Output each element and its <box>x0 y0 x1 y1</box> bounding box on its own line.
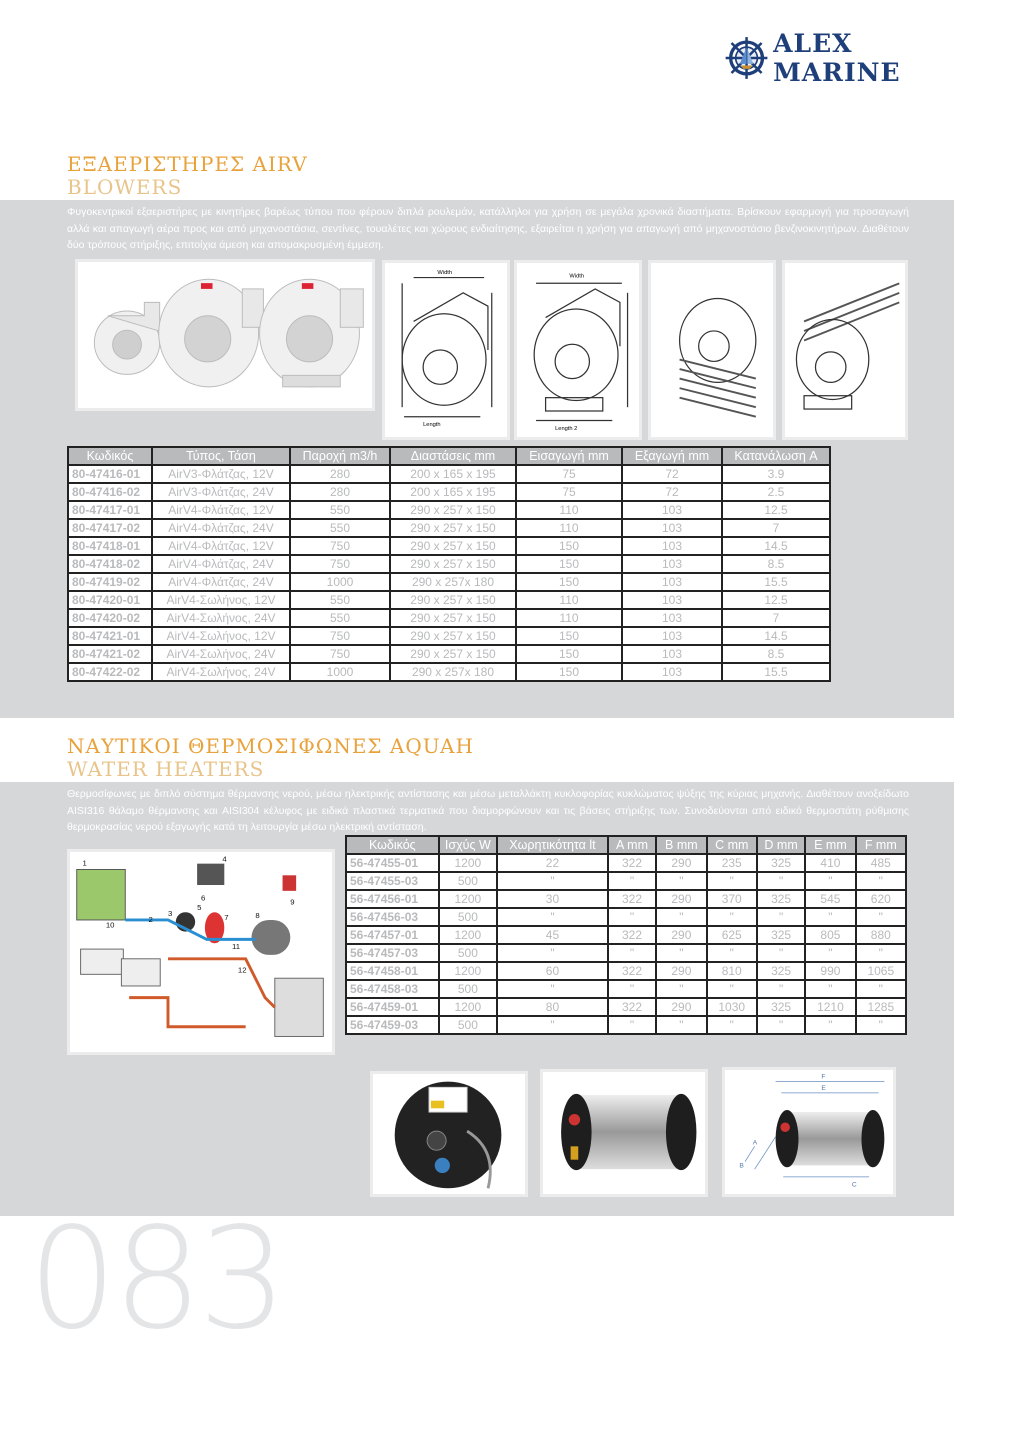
blower-diagram-hose-mount <box>782 260 908 440</box>
product-code: 56-47455-01 <box>346 854 439 872</box>
table-cell: 150 <box>516 573 622 591</box>
product-code: 80-47420-02 <box>68 609 152 627</box>
diagram-width-label-2: Width <box>569 273 584 280</box>
table-cell: 110 <box>516 591 622 609</box>
heater-dimensions-diagram <box>722 1067 896 1197</box>
blowers-header-cell: Κωδικός <box>68 447 152 465</box>
product-code: 80-47421-02 <box>68 645 152 663</box>
diagram-num-10: 10 <box>105 920 115 930</box>
diagram-num-8: 8 <box>255 911 260 921</box>
product-code: 56-47456-01 <box>346 890 439 908</box>
table-cell: 322 <box>608 998 656 1016</box>
table-cell: AirV4-Φλάτζας, 12V <box>152 501 290 519</box>
table-cell: " <box>656 908 706 926</box>
table-cell: 103 <box>622 555 722 573</box>
table-cell: 8.5 <box>722 645 830 663</box>
table-cell: 290 x 257x 180 <box>390 663 516 681</box>
table-row <box>68 501 830 519</box>
table-cell: 290 <box>656 890 706 908</box>
table-cell: AirV4-Φλάτζας, 24V <box>152 519 290 537</box>
diagram-num-1: 1 <box>82 858 87 868</box>
table-cell: AirV4-Φλάτζας, 24V <box>152 555 290 573</box>
product-code: 56-47458-03 <box>346 980 439 998</box>
table-cell: " <box>497 872 608 890</box>
table-cell: 1200 <box>439 890 497 908</box>
table-cell: " <box>856 944 906 962</box>
diagram-num-2: 2 <box>148 914 153 924</box>
table-row <box>68 519 830 537</box>
table-cell: AirV4-Σωλήνος, 24V <box>152 645 290 663</box>
heaters-header-cell: B mm <box>656 836 706 854</box>
table-cell: 810 <box>707 962 757 980</box>
blowers-image <box>78 262 372 408</box>
table-cell: " <box>608 908 656 926</box>
table-cell: 290 x 257 x 150 <box>390 519 516 537</box>
table-cell: 322 <box>608 926 656 944</box>
table-cell: " <box>757 872 805 890</box>
diagram-num-11: 11 <box>232 942 241 952</box>
table-cell: 103 <box>622 663 722 681</box>
table-cell: 8.5 <box>722 555 830 573</box>
table-cell: 2.5 <box>722 483 830 501</box>
table-cell: 1200 <box>439 962 497 980</box>
table-cell: AirV4-Φλάτζας, 24V <box>152 573 290 591</box>
table-cell: AirV3-Φλάτζας, 12V <box>152 465 290 483</box>
table-cell: 990 <box>805 962 855 980</box>
diagram-width-label: Width <box>437 269 452 276</box>
table-cell: 1065 <box>856 962 906 980</box>
table-cell: AirV4-Φλάτζας, 12V <box>152 537 290 555</box>
table-cell: " <box>497 944 608 962</box>
table-cell: 500 <box>439 980 497 998</box>
dim-letter-e: E <box>821 1085 826 1093</box>
table-cell: 103 <box>622 501 722 519</box>
diagram-num-7: 7 <box>224 912 229 922</box>
table-row <box>68 573 830 591</box>
table-cell: 325 <box>757 998 805 1016</box>
table-cell: 880 <box>856 926 906 944</box>
table-cell: " <box>805 908 855 926</box>
table-row <box>346 854 906 872</box>
table-cell: 1285 <box>856 998 906 1016</box>
table-cell: 1200 <box>439 998 497 1016</box>
table-cell: 15.5 <box>722 573 830 591</box>
product-code: 80-47416-01 <box>68 465 152 483</box>
table-cell: 150 <box>516 645 622 663</box>
table-cell: 72 <box>622 465 722 483</box>
table-cell: 485 <box>856 854 906 872</box>
product-code: 56-47457-03 <box>346 944 439 962</box>
table-cell: 805 <box>805 926 855 944</box>
product-code: 56-47459-01 <box>346 998 439 1016</box>
table-cell: 625 <box>707 926 757 944</box>
table-cell: 750 <box>290 555 390 573</box>
table-cell: 103 <box>622 591 722 609</box>
table-cell: 290 x 257 x 150 <box>390 591 516 609</box>
table-cell: 7 <box>722 609 830 627</box>
product-code: 80-47422-02 <box>68 663 152 681</box>
diagram-num-4: 4 <box>222 854 227 864</box>
table-row <box>346 1016 906 1034</box>
blowers-header-cell: Τύπος, Τάση <box>152 447 290 465</box>
blowers-title <box>67 152 308 198</box>
table-cell: " <box>856 1016 906 1034</box>
table-cell: 290 x 257 x 150 <box>390 627 516 645</box>
table-cell: 280 <box>290 465 390 483</box>
blowers-title-english: BLOWERS <box>67 175 183 199</box>
table-cell: 325 <box>757 854 805 872</box>
diagram-length2-label: Length 2 <box>555 426 578 433</box>
diagram-num-6: 6 <box>201 893 206 903</box>
blower-diagram-mount <box>514 260 642 440</box>
blowers-header-cell: Διαστάσεις mm <box>390 447 516 465</box>
diagram-num-5: 5 <box>197 903 202 913</box>
table-cell: 7 <box>722 519 830 537</box>
heater-photo-front <box>370 1071 528 1197</box>
heaters-header-cell: Ισχύς W <box>439 836 497 854</box>
table-cell: 290 <box>656 998 706 1016</box>
table-cell: " <box>707 980 757 998</box>
heaters-header-cell: E mm <box>805 836 855 854</box>
table-cell: 750 <box>290 645 390 663</box>
table-cell: 30 <box>497 890 608 908</box>
table-row <box>68 645 830 663</box>
product-code: 80-47419-02 <box>68 573 152 591</box>
table-cell: AirV4-Σωλήνος, 12V <box>152 627 290 645</box>
table-cell: " <box>856 872 906 890</box>
table-cell: " <box>656 944 706 962</box>
heater-installation-diagram <box>67 849 335 1055</box>
table-row <box>346 980 906 998</box>
heaters-description: Θερμοσίφωνες με διπλό σύστημα θέρμανσης νερού, μέσω ηλεκτρικής αντίστασης και μέσω μεταλλάκτη κυκλοφορίας κυκλώματος ψύξης της κύριας μηχανής. Διαθέτουν ανοξείδωτο AISI316 θάλαμο θέρμανσης και AISI304 κέλυφος με ειδικά πλαστικά τερματικά που διαμορφώνουν και τις βάσεις στήριξης των. Συνοδεύονται από ειδικό θερμοστάτη ρύθμισης θερμοκρασίας νερού εξαγωγής κατά τη λειτουργία μέσω ηλεκτρική αντίσταση. <box>67 788 909 833</box>
table-cell: " <box>608 980 656 998</box>
product-code: 80-47418-01 <box>68 537 152 555</box>
table-cell: 45 <box>497 926 608 944</box>
table-cell: " <box>856 908 906 926</box>
table-cell: 280 <box>290 483 390 501</box>
table-cell: 110 <box>516 501 622 519</box>
diagram-length-label: Length <box>423 422 441 429</box>
heaters-header-cell: C mm <box>707 836 757 854</box>
diagram-num-9: 9 <box>290 897 295 907</box>
table-cell: 410 <box>805 854 855 872</box>
table-cell: 1000 <box>290 663 390 681</box>
table-cell: " <box>805 944 855 962</box>
heaters-title <box>67 734 474 780</box>
table-cell: 60 <box>497 962 608 980</box>
table-cell: " <box>757 944 805 962</box>
table-cell: 322 <box>608 962 656 980</box>
table-cell: 200 x 165 x 195 <box>390 483 516 501</box>
table-cell: 12.5 <box>722 501 830 519</box>
table-cell: 1200 <box>439 926 497 944</box>
heaters-header-cell: Χωρητικότητα lt <box>497 836 608 854</box>
table-cell: 22 <box>497 854 608 872</box>
table-row <box>68 555 830 573</box>
table-cell: " <box>856 980 906 998</box>
table-row <box>346 944 906 962</box>
product-code: 80-47420-01 <box>68 591 152 609</box>
table-cell: 290 x 257 x 150 <box>390 645 516 663</box>
table-cell: " <box>707 944 757 962</box>
table-cell: 500 <box>439 908 497 926</box>
table-cell: " <box>608 944 656 962</box>
table-cell: 3.9 <box>722 465 830 483</box>
product-code: 80-47421-01 <box>68 627 152 645</box>
product-code: 80-47417-02 <box>68 519 152 537</box>
dim-letter-b: B <box>739 1162 744 1170</box>
heaters-header-cell: F mm <box>856 836 906 854</box>
table-cell: 12.5 <box>722 591 830 609</box>
table-cell: 103 <box>622 537 722 555</box>
heaters-title-greek: ΝΑΥΤΙΚΟΙ ΘΕΡΜΟΣΙΦΩΝΕΣ AQUAH <box>67 734 474 758</box>
table-cell: 322 <box>608 854 656 872</box>
table-cell: " <box>805 872 855 890</box>
table-cell: 290 <box>656 926 706 944</box>
table-cell: " <box>608 872 656 890</box>
table-cell: " <box>757 1016 805 1034</box>
table-cell: 545 <box>805 890 855 908</box>
heaters-spec-table <box>345 835 907 1035</box>
table-cell: 750 <box>290 537 390 555</box>
table-cell: 103 <box>622 519 722 537</box>
table-cell: 15.5 <box>722 663 830 681</box>
table-cell: 325 <box>757 890 805 908</box>
table-cell: 1210 <box>805 998 855 1016</box>
table-cell: 1000 <box>290 573 390 591</box>
table-row <box>346 998 906 1016</box>
diagram-num-3: 3 <box>167 909 173 919</box>
product-code: 56-47458-01 <box>346 962 439 980</box>
table-cell: 550 <box>290 591 390 609</box>
table-cell: " <box>707 872 757 890</box>
table-cell: 500 <box>439 944 497 962</box>
product-code: 56-47457-01 <box>346 926 439 944</box>
table-cell: 290 x 257 x 150 <box>390 609 516 627</box>
table-row <box>68 663 830 681</box>
product-code: 56-47455-03 <box>346 872 439 890</box>
table-cell: " <box>656 980 706 998</box>
table-cell: " <box>497 1016 608 1034</box>
diagram-num-12: 12 <box>237 965 247 975</box>
table-cell: 500 <box>439 1016 497 1034</box>
blowers-spec-table <box>67 446 831 682</box>
table-cell: 72 <box>622 483 722 501</box>
table-cell: 150 <box>516 555 622 573</box>
heater-photo-side <box>540 1069 708 1197</box>
table-cell: 103 <box>622 609 722 627</box>
table-cell: 103 <box>622 645 722 663</box>
table-cell: 325 <box>757 962 805 980</box>
table-cell: " <box>497 980 608 998</box>
table-cell: " <box>497 908 608 926</box>
heaters-title-english: WATER HEATERS <box>67 757 265 781</box>
brand-logo <box>724 30 954 86</box>
table-cell: 150 <box>516 537 622 555</box>
table-row <box>68 537 830 555</box>
table-cell: 290 <box>656 962 706 980</box>
table-cell: 290 x 257 x 150 <box>390 537 516 555</box>
blower-diagram-hose <box>648 260 776 440</box>
table-cell: 110 <box>516 519 622 537</box>
table-cell: 1030 <box>707 998 757 1016</box>
table-cell: AirV3-Φλάτζας, 24V <box>152 483 290 501</box>
table-cell: " <box>805 1016 855 1034</box>
table-row <box>68 591 830 609</box>
product-code: 80-47417-01 <box>68 501 152 519</box>
table-cell: 550 <box>290 519 390 537</box>
table-cell: 14.5 <box>722 537 830 555</box>
table-row <box>346 908 906 926</box>
blowers-product-photo <box>75 259 375 411</box>
product-code: 56-47459-03 <box>346 1016 439 1034</box>
table-cell: 75 <box>516 465 622 483</box>
table-cell: " <box>707 908 757 926</box>
table-cell: AirV4-Σωλήνος, 24V <box>152 609 290 627</box>
table-cell: 290 x 257 x 150 <box>390 555 516 573</box>
ship-wheel-icon <box>724 31 769 85</box>
table-row <box>346 872 906 890</box>
table-cell: 620 <box>856 890 906 908</box>
table-cell: 14.5 <box>722 627 830 645</box>
table-row <box>68 483 830 501</box>
blowers-description: Φυγοκεντρικοί εξαεριστήρες με κινητήρες βαρέως τύπου που φέρουν διπλά ρουλεμάν, κατάλληλοι για χρήση σε μεγάλα χρονικά διαστήματα. Βρίσκουν εφαρμογή για προσαγωγή αλλά και απαγωγή αέρα προς και από μηχανοστάσια, σεντίνες, τουαλέτες και χώρους ενδιαίτησης, εξαιρείται η χρήση για απαγωγή από μηχανοστάσιο βενζινοκινητήρων. Διαθέτουν δύο τρόπους στήριξης, επιτοίχια άμεση και απομακρυσμένη έμμεση. <box>67 206 909 251</box>
table-cell: 325 <box>757 926 805 944</box>
table-cell: AirV4-Σωλήνος, 12V <box>152 591 290 609</box>
table-cell: 290 x 257x 180 <box>390 573 516 591</box>
product-code: 80-47416-02 <box>68 483 152 501</box>
brand-name: ALEX MARINE <box>773 29 901 87</box>
table-cell: 370 <box>707 890 757 908</box>
dim-letter-a: A <box>752 1139 758 1147</box>
table-cell: 110 <box>516 609 622 627</box>
heaters-header-cell: A mm <box>608 836 656 854</box>
table-cell: 1200 <box>439 854 497 872</box>
table-cell: 103 <box>622 627 722 645</box>
table-row <box>68 627 830 645</box>
table-cell: 500 <box>439 872 497 890</box>
table-cell: 80 <box>497 998 608 1016</box>
table-cell: 550 <box>290 501 390 519</box>
table-cell: 150 <box>516 663 622 681</box>
table-cell: AirV4-Σωλήνος, 24V <box>152 663 290 681</box>
blowers-header-cell: Εισαγωγή mm <box>516 447 622 465</box>
table-cell: 322 <box>608 890 656 908</box>
table-cell: " <box>656 1016 706 1034</box>
table-cell: 103 <box>622 573 722 591</box>
table-cell: " <box>656 872 706 890</box>
table-cell: 750 <box>290 627 390 645</box>
table-cell: 200 x 165 x 195 <box>390 465 516 483</box>
table-cell: " <box>757 908 805 926</box>
dim-letter-f: F <box>821 1073 826 1081</box>
dim-letter-c: C <box>851 1181 857 1189</box>
table-cell: 150 <box>516 627 622 645</box>
table-cell: " <box>757 980 805 998</box>
table-row <box>346 926 906 944</box>
product-code: 56-47456-03 <box>346 908 439 926</box>
table-row <box>346 962 906 980</box>
blowers-header-cell: Εξαγωγή mm <box>622 447 722 465</box>
blowers-header-cell: Κατανάλωση A <box>722 447 830 465</box>
table-row <box>68 609 830 627</box>
blowers-header-cell: Παροχή m3/h <box>290 447 390 465</box>
table-cell: 235 <box>707 854 757 872</box>
table-cell: 75 <box>516 483 622 501</box>
page-number: 083 <box>28 1198 284 1361</box>
table-cell: 550 <box>290 609 390 627</box>
table-row <box>346 890 906 908</box>
heaters-header-cell: D mm <box>757 836 805 854</box>
heaters-header-cell: Κωδικός <box>346 836 439 854</box>
table-cell: 290 x 257 x 150 <box>390 501 516 519</box>
table-cell: " <box>707 1016 757 1034</box>
product-code: 80-47418-02 <box>68 555 152 573</box>
table-cell: " <box>608 1016 656 1034</box>
blower-diagram-front <box>382 260 510 440</box>
table-cell: 290 <box>656 854 706 872</box>
table-row <box>68 465 830 483</box>
table-cell: " <box>805 980 855 998</box>
blowers-title-greek: ΕΞΑΕΡΙΣΤΗΡΕΣ AIRV <box>67 152 308 176</box>
